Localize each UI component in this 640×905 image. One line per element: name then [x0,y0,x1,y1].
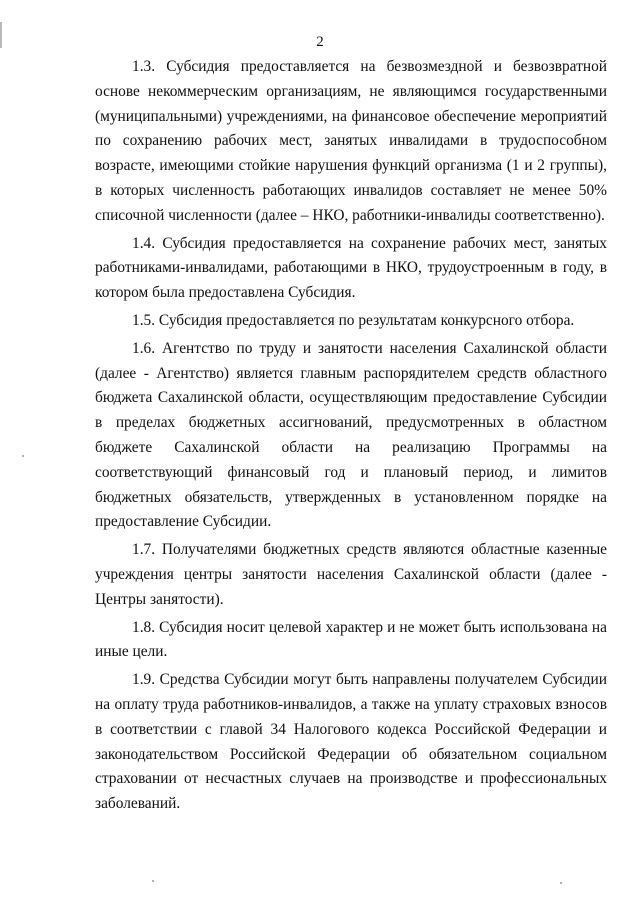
page-number: 2 [316,34,324,50]
paragraph-1-9: 1.9. Средства Субсидии могут быть направлены получателем Субсидии на оплату труда работников-инвалидов, а также на уплату страховых взносов в соответствии с главой 34 Налогового кодекса Российской Федерации и законодательством Российской Федерации об обязательном социальном страховании от несчастных случаев на производстве и профессиональных заболеваний. [95,671,607,813]
paragraph-1-3: 1.3. Субсидия предоставляется на безвозмездной и безвозвратной основе некоммерческим организациям, не являющимся государственными (муниципальными) учреждениями, на финансовое обеспечение мероприятий по сохранению рабочих мест, занятых инвалидами в трудоспособном возрасте, имеющими стойкие нарушения функций организма (1 и 2 группы), в которых численность работающих инвалидов составляет не менее 50% списочной численности (далее – НКО, работники-инвалиды соответственно). [95,58,607,224]
paragraph-1-5: 1.5. Субсидия предоставляется по результатам конкурсного отбора. [132,311,575,329]
scan-speck [22,455,24,457]
scan-speck [560,882,562,884]
scan-speck [152,880,154,882]
paragraph-1-4: 1.4. Субсидия предоставляется на сохранение рабочих мест, занятых работниками-инвалидами, работающими в НКО, трудоустроенным в году, в котором была предоставлена Субсидия. [95,234,607,302]
paragraph-1-6: 1.6. Агентство по труду и занятости населения Сахалинской области (далее - Агентство) является главным распорядителем средств областного бюджета Сахалинской области, осуществляющим предоставление Субсидии в пределах бюджетных ассигнований, предусмотренных в областном бюджете Сахалинской области на реализацию Программы на соответствующий финансовый год и плановый период, и лимитов бюджетных обязательств, утвержденных в установленном порядке на предоставление Субсидии. [95,339,607,531]
paragraph-1-8: 1.8. Субсидия носит целевой характер и не может быть использована на иные цели. [95,618,607,661]
document-body [95,55,607,820]
paragraph-1-7: 1.7. Получателями бюджетных средств являются областные казенные учреждения центры занятости населения Сахалинской области (далее - Центры занятости). [95,541,607,608]
